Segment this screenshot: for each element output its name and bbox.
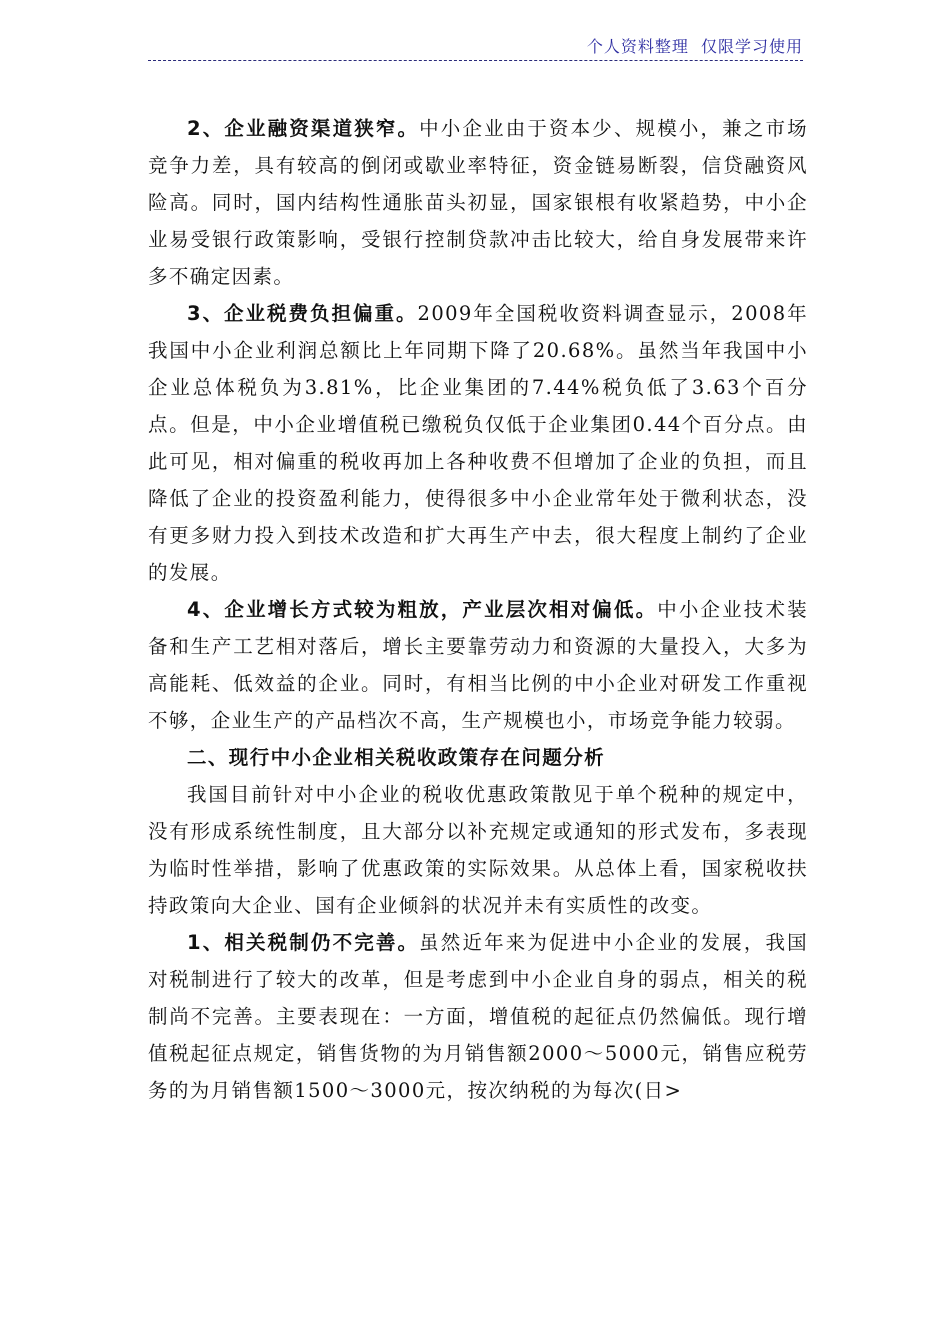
section-heading: 二、现行中小企业相关税收政策存在问题分析 [187,746,606,769]
paragraph-body: 虽然近年来为促进中小企业的发展，我国对税制进行了较大的改革，但是考虑到中小企业自身的弱点，相关的税制尚不完善。主要表现在：一方面，增值税的起征点仍然偏低。现行增值税起征点规定，销售货物的为月销售额2000～5000元，销售应税劳务的为月销售额1500～3000元，按次纳税的为每次(日> [148,931,809,1102]
paragraph-lead: 3、企业税费负担偏重。 [187,302,418,325]
paragraph-body: 2009年全国税收资料调查显示，2008年我国中小企业利润总额比上年同期下降了20.68%。虽然当年我国中小企业总体税负为3.81%，比企业集团的7.44%税负低了3.63个百分点。但是，中小企业增值税已缴税负仅低于企业集团0.44个百分点。由此可见，相对偏重的税收再加上各种收费不但增加了企业的负担，而且降低了企业的投资盈利能力，使得很多中小企业常年处于微利状态，没有更多财力投入到技术改造和扩大再生产中去，很大程度上制约了企业的发展。 [148,302,808,584]
header-text: 个人资料整理 仅限学习使用 [586,37,803,56]
paragraph-lead: 1、相关税制仍不完善。 [187,931,420,954]
section-intro: 我国目前针对中小企业的税收优惠政策散见于单个税种的规定中，没有形成系统性制度，且大部分以补充规定或通知的形式发布，多表现为临时性举措，影响了优惠政策的实际效果。从总体上看，国家税收扶持政策向大企业、国有企业倾斜的状况并未有实质性的改变。 [148,783,808,917]
paragraph-tax-burden [148,295,808,591]
page-header [148,36,803,61]
paragraph-growth-mode [148,591,808,739]
paragraph-financing [148,110,808,295]
paragraph-lead: 4、企业增长方式较为粗放，产业层次相对偏低。 [187,598,658,621]
document-body [148,110,808,1109]
paragraph-lead: 2、企业融资渠道狭窄。 [187,117,420,140]
paragraph-body: 中小企业技术装备和生产工艺相对落后，增长主要靠劳动力和资源的大量投入，大多为高能耗、低效益的企业。同时，有相当比例的中小企业对研发工作重视不够，企业生产的产品档次不高，生产规模也小，市场竞争能力较弱。 [148,598,808,732]
paragraph-tax-system [148,924,808,1109]
paragraph-body: 中小企业由于资本少、规模小，兼之市场竞争力差，具有较高的倒闭或歇业率特征，资金链易断裂，信贷融资风险高。同时，国内结构性通胀苗头初显，国家银根有收紧趋势，中小企业易受银行政策影响，受银行控制贷款冲击比较大，给自身发展带来许多不确定因素。 [148,117,809,288]
